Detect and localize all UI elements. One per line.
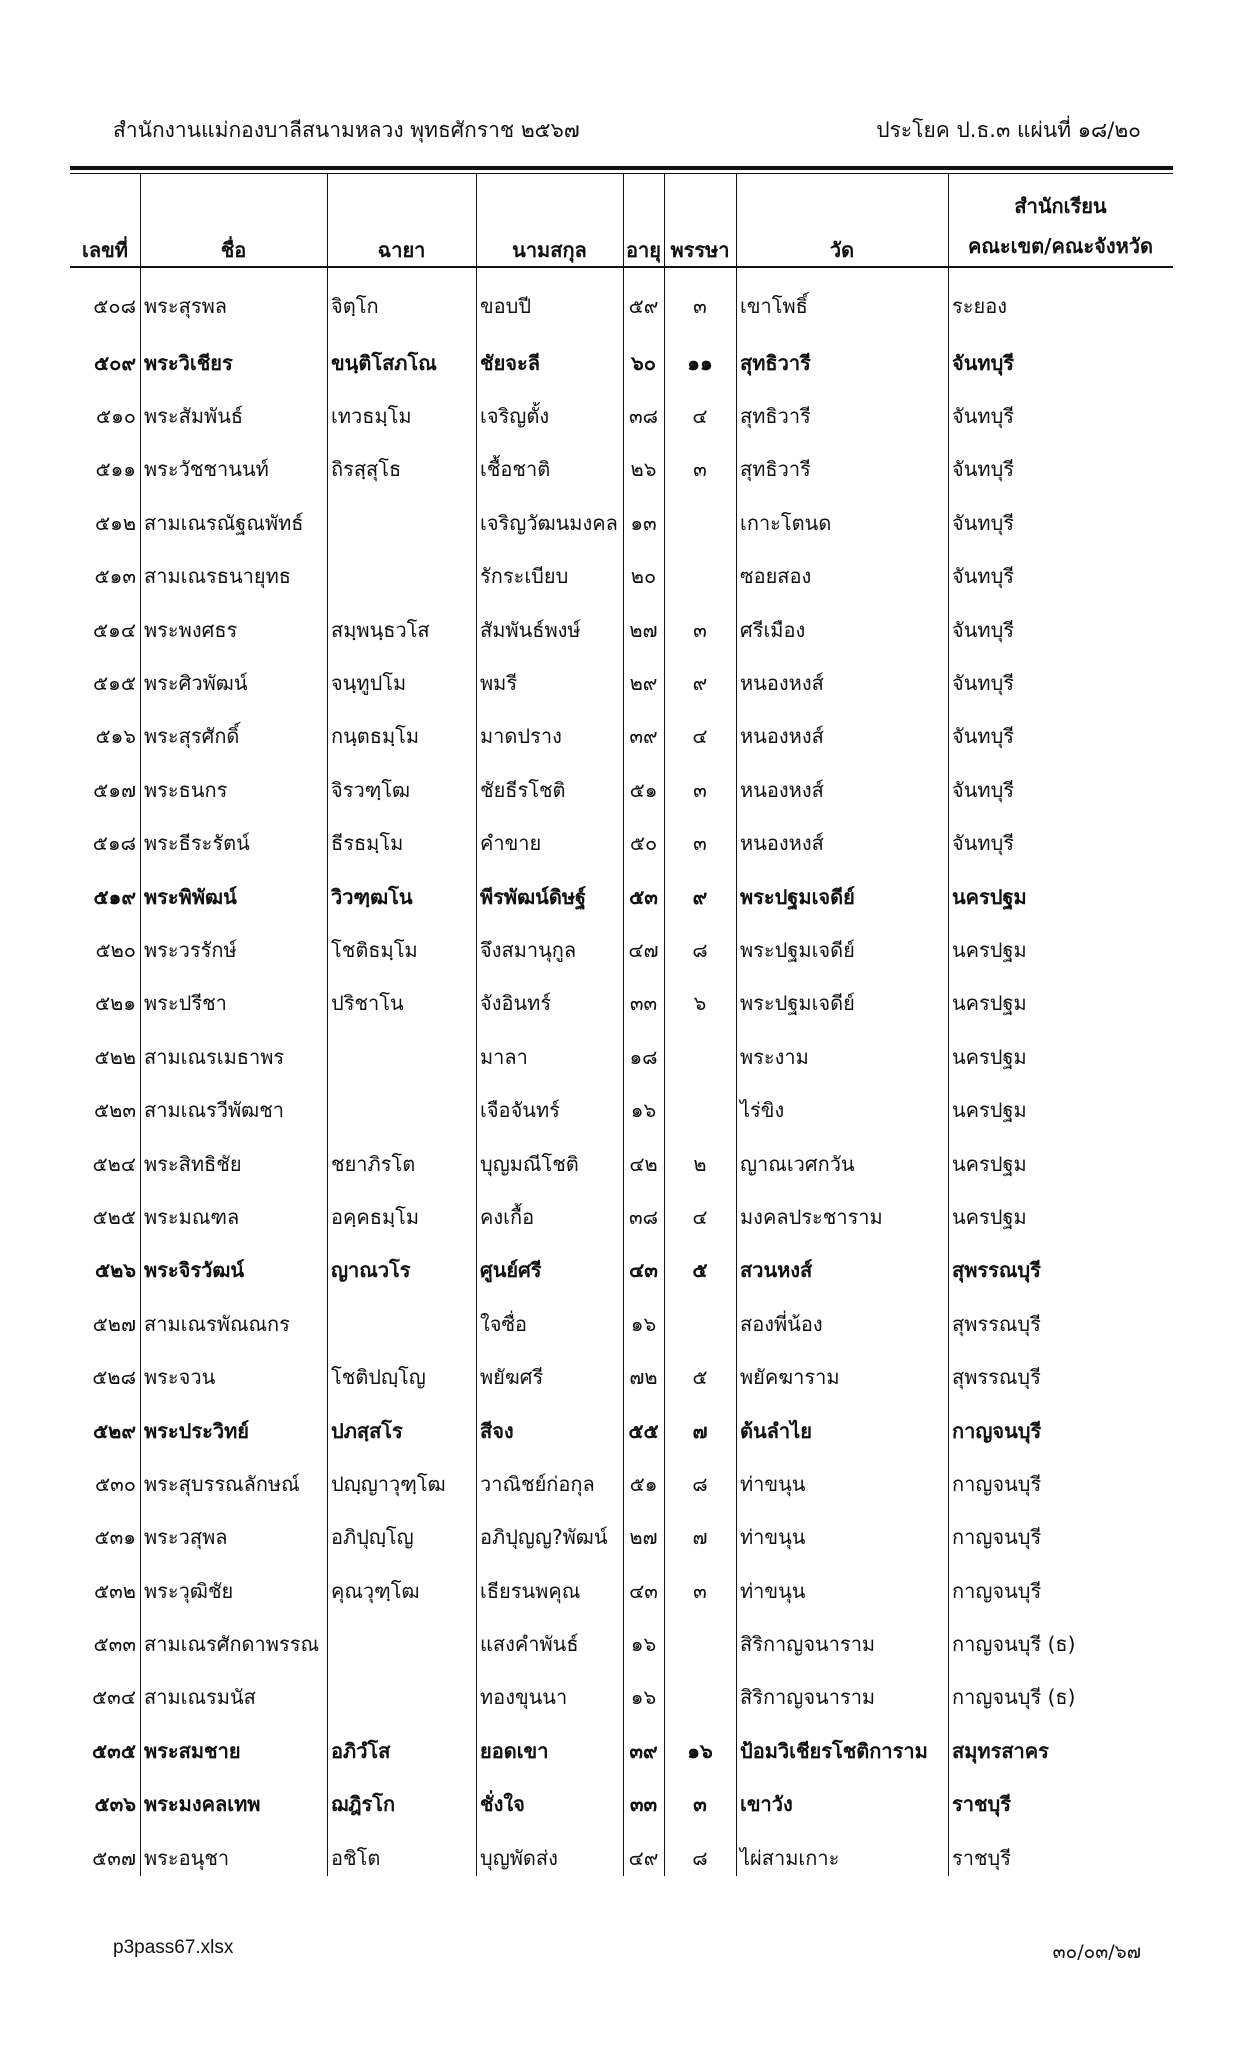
cell-temple: ศรีเมือง bbox=[740, 617, 806, 642]
cell-school: จันทบุรี bbox=[952, 350, 1015, 375]
header-office-year: สำนักงานแม่กองบาลีสนามหลวง พุทธศักราช ๒๕๖๗ bbox=[113, 118, 580, 142]
cell-monk-name: ธีรธมฺโม bbox=[331, 831, 404, 856]
cell-surname: ขอบปี bbox=[480, 294, 532, 318]
cell-number: ๕๒๒ bbox=[94, 1044, 136, 1069]
cell-surname: เธียรนพคุณ bbox=[480, 1578, 581, 1603]
cell-temple: สวนหงส์ bbox=[740, 1258, 813, 1283]
cell-school: จันทบุรี bbox=[952, 510, 1015, 535]
cell-years: ๓ bbox=[693, 457, 707, 482]
cell-name: พระวสุพล bbox=[144, 1525, 228, 1550]
col-header-years: พรรษา bbox=[670, 238, 730, 262]
cell-years: ๓ bbox=[693, 617, 707, 642]
cell-surname: ชั่งใจ bbox=[480, 1792, 525, 1817]
cell-years: ๔ bbox=[692, 724, 708, 749]
cell-number: ๕๒๗ bbox=[92, 1311, 136, 1336]
cell-temple: ต้นลำไย bbox=[740, 1418, 812, 1443]
cell-years: ๔ bbox=[692, 1204, 708, 1229]
cell-age: ๒๙ bbox=[629, 671, 658, 696]
cell-years: ๕ bbox=[692, 1258, 708, 1283]
cell-years: ๓ bbox=[693, 831, 707, 856]
cell-name: พระจวน bbox=[144, 1365, 216, 1390]
cell-number: ๕๒๙ bbox=[93, 1418, 136, 1443]
cell-temple: หนองหงส์ bbox=[740, 671, 824, 696]
cell-monk-name: สมฺพนฺธวโส bbox=[331, 617, 430, 642]
cell-surname: เจริญตั้ง bbox=[480, 404, 550, 429]
cell-school: นครปฐม bbox=[952, 1098, 1027, 1123]
cell-temple: พระปฐมเจดีย์ bbox=[740, 884, 855, 909]
table-row bbox=[70, 656, 1173, 709]
cell-number: ๕๐๘ bbox=[93, 294, 136, 318]
cell-surname: เชื้อชาติ bbox=[480, 457, 551, 482]
cell-years bbox=[664, 1083, 736, 1136]
cell-number: ๕๑๓ bbox=[94, 564, 136, 589]
cell-surname: พีรพัฒน์ดิษฐ์ bbox=[480, 884, 587, 909]
cell-name: พระธนกร bbox=[144, 777, 228, 802]
cell-years: ๒ bbox=[693, 1151, 707, 1176]
cell-temple: ท่าขนุน bbox=[740, 1578, 806, 1603]
cell-monk-name: ขนฺติโสภโณ bbox=[331, 350, 437, 375]
cell-years: ๕ bbox=[692, 1365, 708, 1390]
cell-age: ๒๗ bbox=[629, 617, 658, 642]
col-header-surname: นามสกุล bbox=[512, 238, 587, 262]
table-row bbox=[70, 1083, 1173, 1136]
cell-monk-name: กนฺตธมฺโม bbox=[331, 724, 420, 749]
cell-age: ๓๘ bbox=[628, 1204, 659, 1229]
cell-surname: จึงสมานุกูล bbox=[480, 937, 577, 962]
col-header-school bbox=[948, 174, 1173, 276]
cell-school: สมุทรสาคร bbox=[952, 1738, 1049, 1763]
table-row bbox=[70, 496, 1173, 549]
cell-name: พระปรีชา bbox=[144, 991, 227, 1016]
cell-name: พระสัมพันธ์ bbox=[144, 404, 244, 429]
cell-number: ๕๑๔ bbox=[93, 617, 136, 642]
cell-name: สามเณรศักดาพรรณ bbox=[144, 1632, 319, 1657]
cell-temple: ไร่ขิง bbox=[740, 1098, 785, 1123]
cell-monk-name bbox=[327, 550, 476, 603]
cell-temple: สุทธิวารี bbox=[740, 457, 811, 482]
table-row bbox=[70, 1778, 1173, 1831]
cell-years: ๗ bbox=[692, 1525, 708, 1550]
cell-name: พระมงคลเทพ bbox=[144, 1792, 261, 1817]
cell-temple: สิริกาญจนาราม bbox=[740, 1632, 876, 1657]
cell-name: พระพิพัฒน์ bbox=[144, 884, 237, 909]
cell-monk-name bbox=[327, 1671, 476, 1724]
cell-school: นครปฐม bbox=[952, 1151, 1027, 1176]
cell-age: ๓๓ bbox=[629, 991, 658, 1016]
cell-age: ๕๓ bbox=[629, 884, 658, 909]
cell-temple: หนองหงส์ bbox=[740, 777, 824, 802]
table-row bbox=[70, 1511, 1173, 1564]
col-header-age: อายุ bbox=[626, 238, 661, 262]
cell-age: ๕๐ bbox=[629, 831, 658, 856]
cell-surname: สีจง bbox=[480, 1418, 514, 1443]
cell-name: พระสิทธิชัย bbox=[144, 1151, 242, 1176]
cell-age: ๓๘ bbox=[628, 404, 659, 429]
cell-surname: สัมพันธ์พงษ์ bbox=[480, 617, 581, 642]
cell-school: กาญจนบุรี (ธ) bbox=[952, 1632, 1076, 1657]
cell-temple: สองพี่น้อง bbox=[740, 1311, 823, 1336]
cell-age: ๔๓ bbox=[629, 1578, 658, 1603]
cell-temple: พระปฐมเจดีย์ bbox=[740, 937, 855, 962]
cell-name: พระประวิทย์ bbox=[144, 1418, 249, 1443]
cell-number: ๕๐๙ bbox=[94, 350, 136, 375]
cell-age: ๔๗ bbox=[628, 937, 659, 962]
cell-age: ๒๖ bbox=[630, 457, 657, 482]
cell-school: นครปฐม bbox=[952, 1044, 1027, 1069]
cell-temple: ท่าขนุน bbox=[740, 1471, 806, 1496]
cell-age: ๑๖ bbox=[630, 1311, 657, 1336]
cell-age: ๕๑ bbox=[629, 1471, 658, 1496]
cell-monk-name: ญาณวโร bbox=[331, 1258, 411, 1283]
cell-monk-name bbox=[327, 1083, 476, 1136]
cell-monk-name: จนฺทูปโม bbox=[331, 671, 407, 696]
table-row bbox=[70, 1617, 1173, 1670]
cell-years: ๔ bbox=[692, 404, 708, 429]
cell-surname: พมรี bbox=[480, 671, 518, 696]
cell-monk-name: ฌฎิรโก bbox=[331, 1792, 396, 1817]
cell-school: ราชบุรี bbox=[952, 1792, 1011, 1817]
cell-age: ๓๙ bbox=[629, 724, 658, 749]
cell-years: ๖ bbox=[693, 991, 707, 1016]
cell-number: ๕๑๘ bbox=[92, 831, 136, 856]
table-row bbox=[70, 550, 1173, 603]
table-top-rule-thick bbox=[70, 166, 1173, 170]
cell-years: ๗ bbox=[692, 1418, 708, 1443]
cell-age: ๒๗ bbox=[629, 1525, 658, 1550]
cell-years: ๙ bbox=[692, 884, 708, 909]
cell-surname: ใจซื่อ bbox=[480, 1311, 528, 1336]
cell-name: พระสมชาย bbox=[144, 1738, 241, 1763]
table-row bbox=[70, 870, 1173, 923]
cell-monk-name: จิตฺโก bbox=[331, 294, 379, 318]
header-sheet-info: ประโยค ป.ธ.๓ แผ่นที่ ๑๘/๒๐ bbox=[876, 118, 1141, 142]
cell-name: พระอนุชา bbox=[144, 1845, 230, 1870]
cell-temple: หนองหงส์ bbox=[740, 831, 824, 856]
cell-monk-name: จิรวฑฺโฒ bbox=[331, 777, 411, 802]
cell-age: ๕๙ bbox=[628, 294, 659, 318]
cell-age: ๔๓ bbox=[629, 1258, 658, 1283]
cell-surname: พยัฆศรี bbox=[480, 1365, 544, 1390]
cell-years: ๓ bbox=[693, 777, 707, 802]
cell-number: ๕๒๔ bbox=[92, 1151, 136, 1176]
cell-number: ๕๑๕ bbox=[93, 671, 136, 696]
cell-age: ๕๑ bbox=[629, 777, 658, 802]
table-row bbox=[70, 1297, 1173, 1350]
cell-age: ๑๓ bbox=[630, 510, 657, 535]
cell-years: ๘ bbox=[692, 1845, 708, 1870]
cell-monk-name: คุณวุฑฺโฒ bbox=[331, 1578, 420, 1603]
cell-age: ๔๒ bbox=[629, 1151, 658, 1176]
cell-school: จันทบุรี bbox=[952, 617, 1015, 642]
cell-temple: พระปฐมเจดีย์ bbox=[740, 991, 855, 1016]
col-header-school-line1: สำนักเรียน bbox=[1014, 194, 1107, 218]
cell-surname: บุญมณีโชติ bbox=[480, 1151, 579, 1176]
cell-years bbox=[664, 1030, 736, 1083]
cell-monk-name bbox=[327, 1617, 476, 1670]
table-row bbox=[70, 817, 1173, 870]
table-row bbox=[70, 763, 1173, 816]
cell-surname: คงเกื้อ bbox=[480, 1204, 535, 1229]
cell-name: สามเณรวีพัฒชา bbox=[144, 1098, 285, 1123]
cell-temple: ท่าขนุน bbox=[740, 1525, 806, 1550]
cell-age: ๕๕ bbox=[628, 1418, 659, 1443]
cell-number: ๕๓๓ bbox=[93, 1632, 136, 1657]
cell-school: นครปฐม bbox=[952, 884, 1027, 909]
cell-number: ๕๓๒ bbox=[94, 1578, 136, 1603]
cell-years bbox=[664, 1617, 736, 1670]
cell-school: จันทบุรี bbox=[952, 457, 1015, 482]
cell-number: ๕๓๕ bbox=[92, 1738, 136, 1763]
table-row bbox=[70, 1137, 1173, 1190]
cell-name: พระวิเชียร bbox=[144, 350, 233, 375]
cell-monk-name bbox=[327, 1297, 476, 1350]
cell-years: ๓ bbox=[693, 294, 707, 318]
table-row bbox=[70, 1190, 1173, 1243]
cell-monk-name: โชติปญฺโญ bbox=[331, 1365, 426, 1390]
cell-school: จันทบุรี bbox=[952, 564, 1015, 589]
cell-age: ๑๖ bbox=[630, 1685, 657, 1710]
cell-surname: จังอินทร์ bbox=[480, 991, 552, 1016]
cell-surname: เจือจันทร์ bbox=[480, 1098, 560, 1123]
table-row bbox=[70, 336, 1173, 389]
cell-school: สุพรรณบุรี bbox=[952, 1365, 1041, 1390]
cell-surname: ชัยธีรโชติ bbox=[480, 777, 566, 802]
cell-monk-name: อคฺคธมฺโม bbox=[331, 1204, 420, 1229]
cell-school: จันทบุรี bbox=[952, 404, 1015, 429]
cell-name: พระวุฒิชัย bbox=[144, 1578, 234, 1603]
cell-number: ๕๓๖ bbox=[94, 1792, 136, 1817]
cell-age: ๑๖ bbox=[630, 1098, 657, 1123]
cell-monk-name bbox=[327, 496, 476, 549]
table-row bbox=[70, 389, 1173, 442]
cell-age: ๖๐ bbox=[631, 350, 656, 375]
cell-monk-name: ปญฺญาวุฑฺโฒ bbox=[331, 1471, 446, 1496]
cell-school: นครปฐม bbox=[952, 991, 1027, 1016]
cell-monk-name: โชติธมฺโม bbox=[331, 937, 418, 962]
cell-school: กาญจนบุรี bbox=[952, 1471, 1042, 1496]
cell-years: ๓ bbox=[693, 1792, 707, 1817]
footer-date: ๓๐/๐๓/๖๗ bbox=[1052, 1941, 1141, 1963]
cell-temple: สุทธิวารี bbox=[740, 350, 811, 375]
cell-temple: เขาโพธิ์ bbox=[740, 294, 808, 318]
cell-number: ๕๑๖ bbox=[95, 724, 136, 749]
cell-temple: ป้อมวิเชียรโชติการาม bbox=[740, 1738, 928, 1763]
col-header-temple: วัด bbox=[829, 238, 855, 262]
cell-temple: เกาะโตนด bbox=[740, 510, 832, 535]
cell-school: สุพรรณบุรี bbox=[952, 1311, 1041, 1336]
table-row bbox=[70, 1350, 1173, 1403]
cell-number: ๕๒๖ bbox=[94, 1258, 136, 1283]
cell-surname: ยอดเขา bbox=[480, 1738, 549, 1763]
cell-surname: วาณิชย์ก่อกุล bbox=[480, 1471, 595, 1496]
cell-number: ๕๑๑ bbox=[95, 457, 136, 482]
cell-years: ๙ bbox=[692, 671, 708, 696]
cell-surname: มาลา bbox=[480, 1044, 528, 1069]
cell-number: ๕๓๗ bbox=[92, 1845, 136, 1870]
cell-years: ๘ bbox=[692, 1471, 708, 1496]
cell-number: ๕๒๕ bbox=[92, 1204, 136, 1229]
table-row bbox=[70, 603, 1173, 656]
cell-years bbox=[664, 496, 736, 549]
cell-name: สามเณรณัฐณพัทธ์ bbox=[144, 510, 304, 535]
cell-number: ๕๒๓ bbox=[94, 1098, 136, 1123]
cell-age: ๓๓ bbox=[629, 1792, 658, 1817]
cell-name: พระธีระรัตน์ bbox=[144, 831, 250, 856]
cell-years bbox=[664, 1671, 736, 1724]
cell-surname: ทองขุนนา bbox=[480, 1685, 568, 1710]
cell-school: กาญจนบุรี bbox=[952, 1525, 1042, 1550]
cell-name: พระพงศธร bbox=[144, 617, 238, 642]
table-row bbox=[70, 1457, 1173, 1510]
cell-name: พระวัชชานนท์ bbox=[144, 457, 269, 482]
table-row bbox=[70, 1564, 1173, 1617]
cell-surname: รักระเบียบ bbox=[480, 564, 569, 589]
col-header-no: เลขที่ bbox=[82, 238, 128, 262]
cell-surname: มาดปราง bbox=[480, 724, 562, 749]
cell-surname: เจริญวัฒนมงคล bbox=[480, 510, 618, 535]
col-header-school-line2: คณะเขต/คณะจังหวัด bbox=[967, 234, 1154, 258]
cell-school: ราชบุรี bbox=[952, 1845, 1011, 1870]
cell-school: กาญจนบุรี bbox=[952, 1578, 1042, 1603]
cell-name: พระวรรักษ์ bbox=[144, 937, 237, 962]
cell-surname: ชัยจะลี bbox=[480, 350, 541, 375]
cell-school: จันทบุรี bbox=[952, 671, 1015, 696]
footer-filename: p3pass67.xlsx bbox=[113, 1937, 234, 1958]
table-row bbox=[70, 1831, 1173, 1884]
cell-temple: ญาณเวศกวัน bbox=[740, 1151, 855, 1176]
cell-surname: แสงคำพันธ์ bbox=[480, 1632, 579, 1657]
cell-monk-name: อภิวํโส bbox=[331, 1738, 391, 1763]
cell-age: ๑๖ bbox=[630, 1632, 657, 1657]
cell-name: สามเณรมนัส bbox=[144, 1685, 256, 1710]
cell-school: นครปฐม bbox=[952, 937, 1027, 962]
cell-number: ๕๒๐ bbox=[95, 937, 136, 962]
cell-temple: สุทธิวารี bbox=[740, 404, 811, 429]
cell-monk-name: ชยาภิรโต bbox=[331, 1151, 416, 1176]
cell-years: ๑๑ bbox=[687, 350, 713, 375]
cell-school: จันทบุรี bbox=[952, 777, 1015, 802]
table-row bbox=[70, 1671, 1173, 1724]
cell-school: จันทบุรี bbox=[952, 831, 1015, 856]
cell-name: พระสุรศักดิ์ bbox=[144, 724, 240, 749]
cell-name: พระสุบรรณลักษณ์ bbox=[144, 1471, 300, 1496]
cell-temple: หนองหงส์ bbox=[740, 724, 824, 749]
cell-number: ๕๑๐ bbox=[95, 404, 136, 429]
cell-years bbox=[664, 1297, 736, 1350]
cell-temple: ซอยสอง bbox=[740, 564, 812, 589]
col-header-monk-name: ฉายา bbox=[377, 238, 426, 262]
results-table bbox=[70, 174, 1173, 1884]
cell-surname: อภิปุญญ?พัฒน์ bbox=[480, 1525, 608, 1550]
cell-name: สามเณรเมธาพร bbox=[144, 1044, 285, 1069]
cell-number: ๕๑๒ bbox=[94, 510, 136, 535]
cell-surname: คำขาย bbox=[480, 831, 542, 856]
cell-name: พระสุรพล bbox=[144, 294, 228, 318]
table-row bbox=[70, 923, 1173, 976]
cell-school: กาญจนบุรี (ธ) bbox=[952, 1685, 1076, 1710]
cell-temple: สิริกาญจนาราม bbox=[740, 1685, 876, 1710]
cell-monk-name: ปภสฺสโร bbox=[331, 1418, 403, 1443]
table-row bbox=[70, 1030, 1173, 1083]
table-row bbox=[70, 1404, 1173, 1457]
table-row bbox=[70, 443, 1173, 496]
cell-temple: เขาวัง bbox=[740, 1792, 793, 1817]
cell-age: ๑๘ bbox=[629, 1044, 658, 1069]
cell-age: ๓๙ bbox=[629, 1738, 658, 1763]
cell-name: สามเณรธนายุทธ bbox=[144, 564, 291, 589]
cell-school: ระยอง bbox=[952, 294, 1007, 318]
cell-school: สุพรรณบุรี bbox=[952, 1258, 1041, 1283]
cell-name: พระจิรวัฒน์ bbox=[144, 1258, 245, 1283]
cell-age: ๒๐ bbox=[630, 564, 657, 589]
cell-temple: พระงาม bbox=[740, 1044, 809, 1069]
cell-number: ๕๒๑ bbox=[94, 991, 136, 1016]
cell-monk-name bbox=[327, 1030, 476, 1083]
cell-school: นครปฐม bbox=[952, 1204, 1027, 1229]
cell-number: ๕๒๘ bbox=[92, 1365, 136, 1390]
table-row bbox=[70, 1244, 1173, 1297]
col-header-name: ชื่อ bbox=[220, 238, 247, 262]
table-row bbox=[70, 977, 1173, 1030]
cell-monk-name: ถิรสฺสุโธ bbox=[331, 457, 402, 482]
table-header-row bbox=[70, 174, 1173, 276]
table-row bbox=[70, 1724, 1173, 1777]
cell-age: ๔๙ bbox=[628, 1845, 659, 1870]
cell-years: ๑๖ bbox=[687, 1738, 713, 1763]
cell-temple: ไผ่สามเกาะ bbox=[740, 1845, 840, 1870]
cell-name: สามเณรพัณณกร bbox=[144, 1311, 290, 1336]
cell-number: ๕๓๔ bbox=[92, 1685, 136, 1710]
cell-number: ๕๑๙ bbox=[93, 884, 136, 909]
cell-number: ๕๓๑ bbox=[94, 1525, 136, 1550]
cell-number: ๕๓๐ bbox=[94, 1471, 136, 1496]
cell-monk-name: เทวธมฺโม bbox=[331, 404, 412, 429]
cell-years: ๘ bbox=[692, 937, 708, 962]
cell-name: พระศิวพัฒน์ bbox=[144, 671, 248, 696]
cell-age: ๗๒ bbox=[629, 1365, 658, 1390]
cell-monk-name: วิวฑฺฒโน bbox=[331, 884, 413, 909]
table-body bbox=[70, 276, 1173, 1884]
table-row bbox=[70, 276, 1173, 336]
cell-years bbox=[664, 550, 736, 603]
cell-surname: ศูนย์ศรี bbox=[480, 1258, 542, 1283]
cell-name: พระมณฑล bbox=[144, 1204, 240, 1229]
cell-number: ๕๑๗ bbox=[93, 777, 136, 802]
cell-temple: พยัคฆาราม bbox=[740, 1365, 840, 1390]
cell-temple: มงคลประชาราม bbox=[740, 1204, 883, 1229]
cell-monk-name: อภิปุญฺโญ bbox=[331, 1525, 414, 1550]
cell-monk-name: ปริชาโน bbox=[331, 991, 404, 1016]
cell-school: จันทบุรี bbox=[952, 724, 1015, 749]
cell-years: ๓ bbox=[693, 1578, 707, 1603]
cell-surname: บุญพัดส่ง bbox=[480, 1845, 558, 1870]
table-row bbox=[70, 710, 1173, 763]
cell-school: กาญจนบุรี bbox=[952, 1418, 1042, 1443]
cell-monk-name: อชิโต bbox=[331, 1845, 381, 1870]
